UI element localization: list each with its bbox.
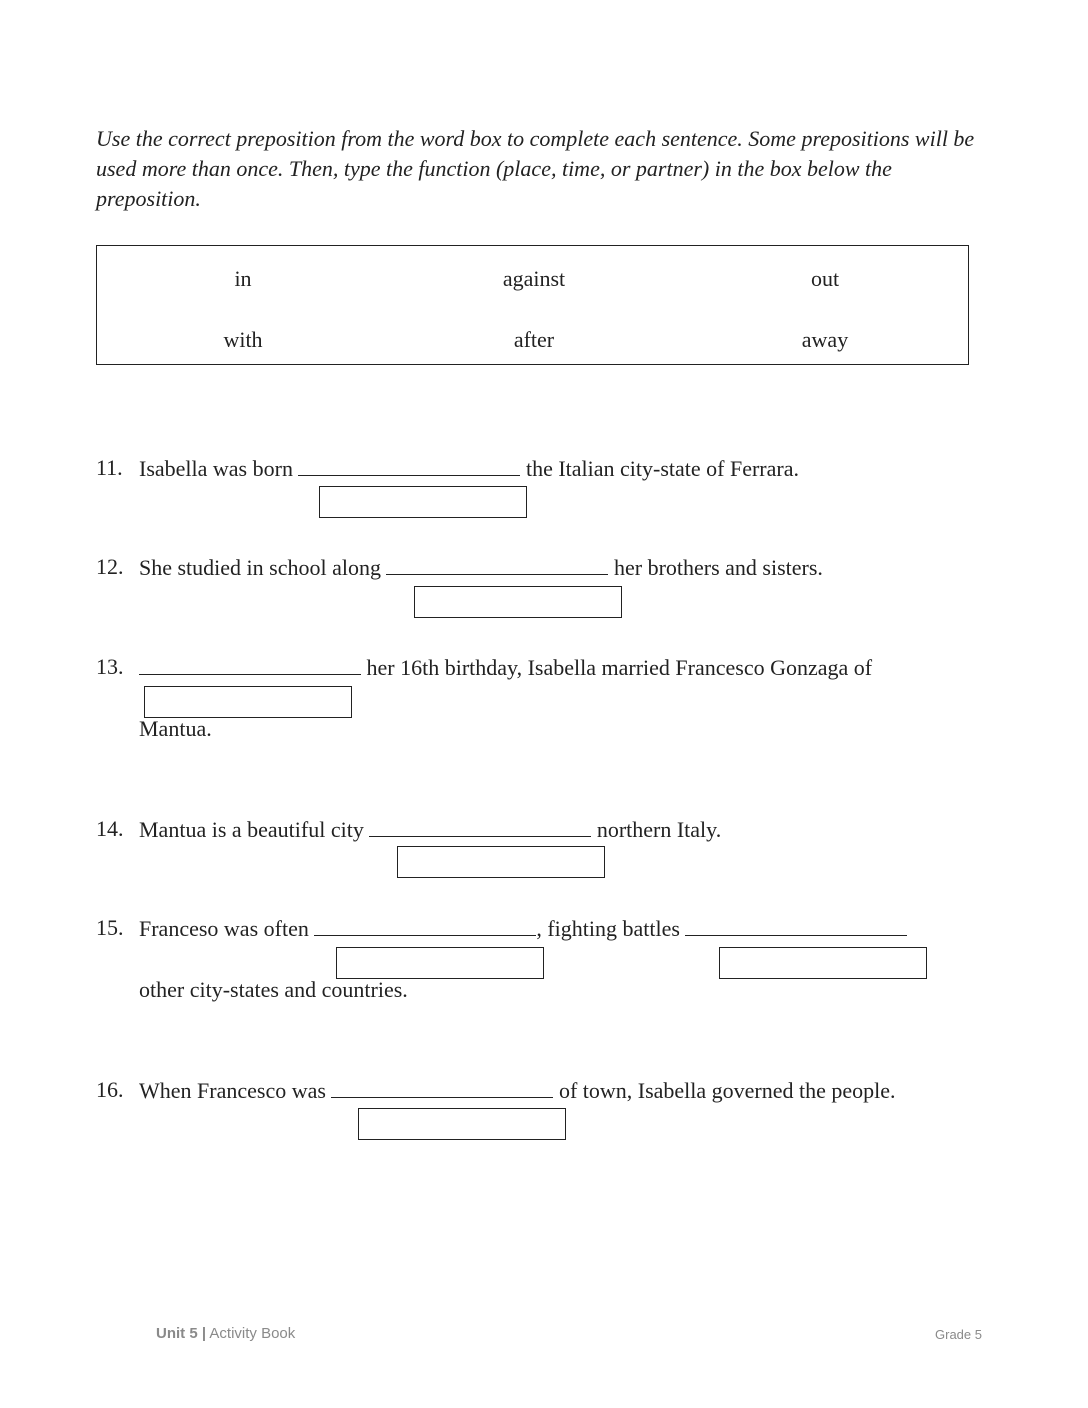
- instructions: Use the correct preposition from the word box to complete each sentence. Some prepositions will be used more than once. Then, type the function (place, time, or partner) in the box below the preposition.: [96, 126, 975, 211]
- footer-left: [156, 1325, 295, 1342]
- answer-blank[interactable]: [369, 816, 591, 837]
- function-input-16[interactable]: [358, 1108, 566, 1140]
- function-input-14[interactable]: [397, 846, 605, 878]
- answer-blank[interactable]: [685, 915, 907, 936]
- question-text: Isabella was born the Italian city-state of Ferrara.: [139, 456, 799, 481]
- word-against: against: [502, 266, 566, 291]
- answer-blank[interactable]: [298, 455, 520, 476]
- question-text: Mantua is a beautiful city northern Italy.: [139, 817, 722, 842]
- word-out: out: [810, 266, 840, 291]
- word-in: in: [234, 266, 252, 291]
- question-number: 15.: [96, 915, 124, 940]
- question-number: 13.: [96, 654, 124, 679]
- footer-grade: Grade 5: [935, 1327, 982, 1342]
- question-15-continuation: other city-states and countries.: [139, 977, 408, 1002]
- question-number: 16.: [96, 1077, 124, 1102]
- function-input-12[interactable]: [414, 586, 622, 618]
- word-box: [96, 245, 969, 365]
- question-text: her 16th birthday, Isabella married Francesco Gonzaga of: [139, 654, 872, 681]
- footer-unit: Unit 5: [156, 1325, 198, 1342]
- answer-blank[interactable]: [139, 654, 361, 675]
- question-number: 12.: [96, 554, 124, 579]
- answer-blank[interactable]: [331, 1077, 553, 1098]
- word-away: away: [801, 327, 849, 352]
- word-after: after: [513, 327, 555, 352]
- function-input-13[interactable]: [144, 686, 352, 718]
- footer-book: Activity Book: [209, 1325, 296, 1342]
- question-text: When Francesco was of town, Isabella governed the people.: [139, 1078, 896, 1103]
- question-number: 14.: [96, 816, 124, 841]
- question-text: She studied in school along her brothers and sisters.: [139, 555, 823, 580]
- footer-separator: |: [201, 1325, 207, 1342]
- question-text: Franceso was often , fighting battles: [139, 915, 907, 942]
- word-with: with: [223, 327, 263, 352]
- answer-blank[interactable]: [386, 554, 608, 575]
- question-13-continuation: Mantua.: [139, 716, 212, 741]
- function-input-15a[interactable]: [336, 947, 544, 979]
- function-input-15b[interactable]: [719, 947, 927, 979]
- question-number: 11.: [96, 455, 123, 480]
- function-input-11[interactable]: [319, 486, 527, 518]
- answer-blank[interactable]: [314, 915, 536, 936]
